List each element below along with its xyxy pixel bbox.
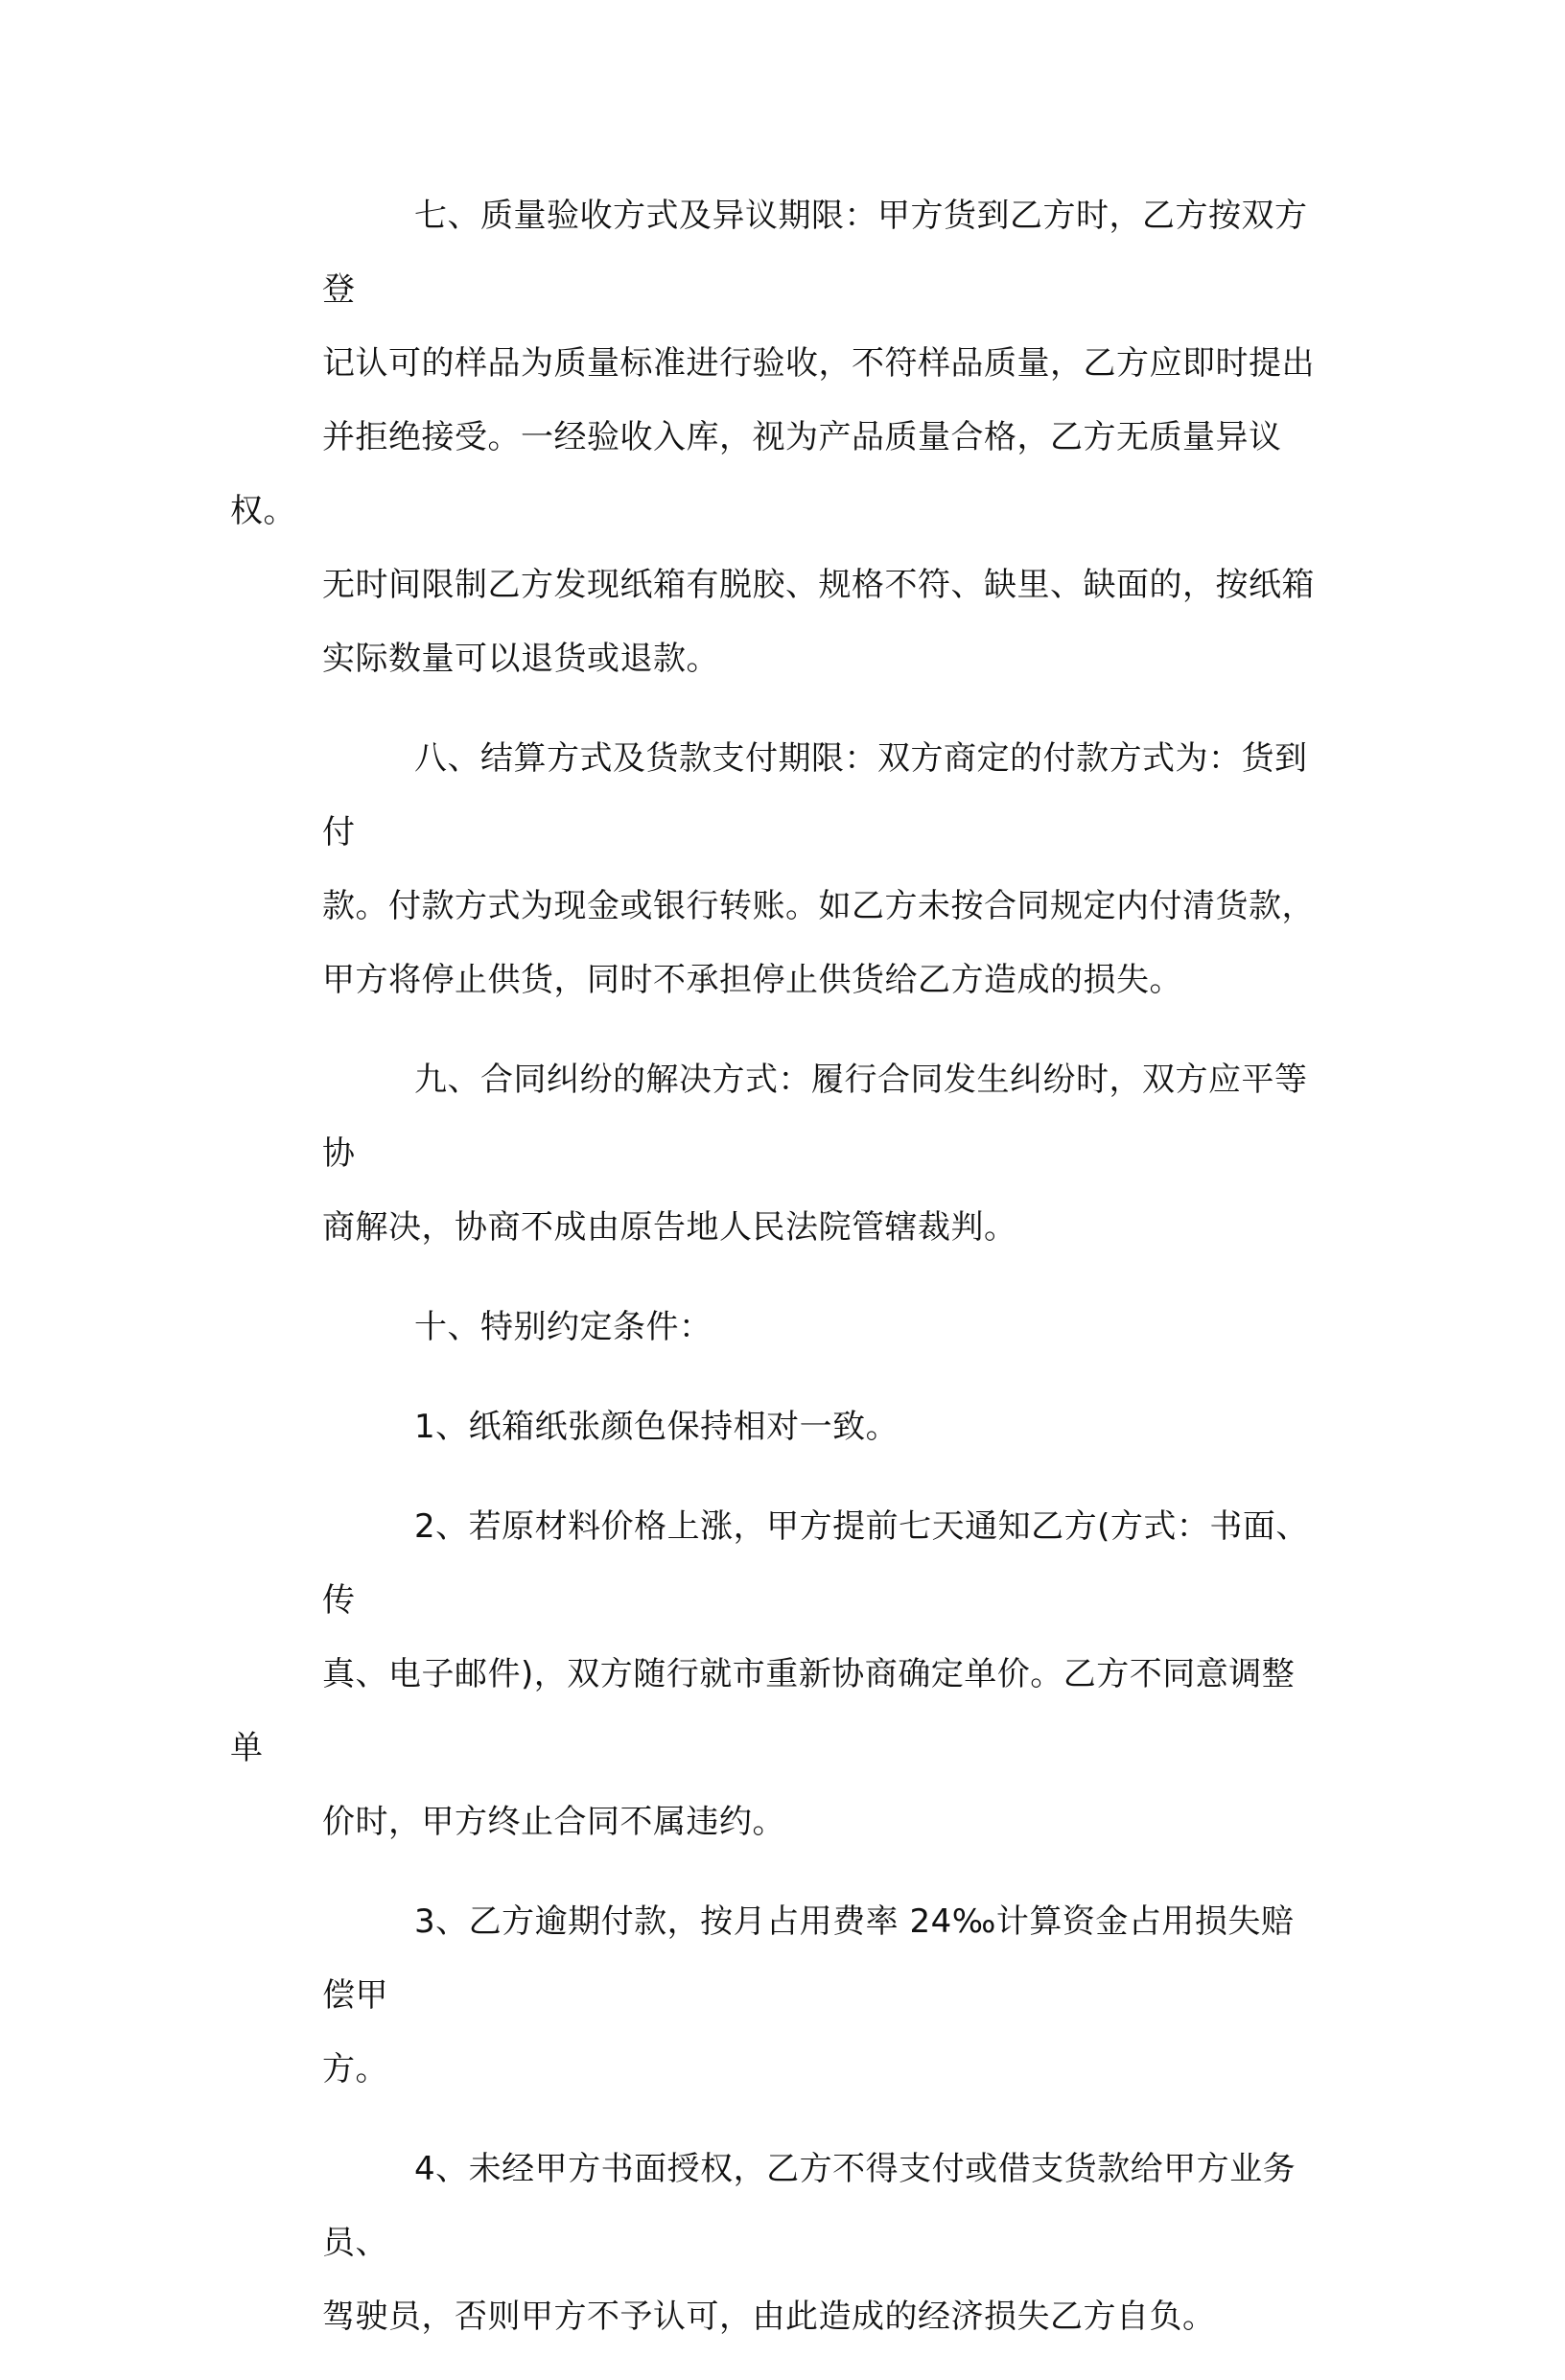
text-line: 驾驶员，否则甲方不予认可，由此造成的经济损失乙方自负。 xyxy=(322,2298,1216,2336)
clause-8-paragraph xyxy=(230,722,1319,1017)
document-body xyxy=(230,179,1319,2380)
text-line: 九、合同纠纷的解决方式：履行合同发生纠纷时，双方应平等协 xyxy=(322,1061,1308,1173)
text-line: 价时，甲方终止合同不属违约。 xyxy=(322,1803,785,1841)
clause-9-paragraph xyxy=(230,1043,1319,1265)
text-line: 记认可的样品为质量标准进行验收，不符样品质量，乙方应即时提出 xyxy=(322,344,1315,383)
special-term-2 xyxy=(230,1490,1319,1859)
text-line: 4、未经甲方书面授权，乙方不得支付或借支货款给甲方业务员、 xyxy=(322,2150,1296,2262)
text-line: 十、特别约定条件： xyxy=(414,1308,712,1346)
text-line: 实际数量可以退货或退款。 xyxy=(322,640,719,678)
clause-7-paragraph xyxy=(230,179,1319,696)
text-line: 款。付款方式为现金或银行转账。如乙方未按合同规定内付清货款， xyxy=(322,887,1315,925)
text-line: 无时间限制乙方发现纸箱有脱胶、规格不符、缺里、缺面的，按纸箱 xyxy=(322,566,1315,604)
text-line: 八、结算方式及货款支付期限：双方商定的付款方式为：货到付 xyxy=(322,739,1308,852)
clause-10-heading xyxy=(230,1291,1319,1365)
text-line: 并拒绝接受。一经验收入库，视为产品质量合格，乙方无质量异议权。 xyxy=(230,418,1282,530)
text-line: 1、纸箱纸张颜色保持相对一致。 xyxy=(414,1408,899,1446)
text-line: 方。 xyxy=(322,2050,388,2088)
special-term-3 xyxy=(230,1885,1319,2107)
text-line: 2、若原材料价格上涨，甲方提前七天通知乙方(方式：书面、传 xyxy=(322,1507,1309,1620)
text-line: 3、乙方逾期付款，按月占用费率 24‰计算资金占用损失赔偿甲 xyxy=(322,1902,1295,2015)
special-term-1 xyxy=(230,1390,1319,1464)
text-line: 甲方将停止供货，同时不承担停止供货给乙方造成的损失。 xyxy=(322,961,1182,999)
text-line: 七、质量验收方式及异议期限：甲方货到乙方时，乙方按双方登 xyxy=(322,197,1308,309)
text-line: 商解决，协商不成由原告地人民法院管辖裁判。 xyxy=(322,1208,1017,1247)
special-term-4 xyxy=(230,2133,1319,2354)
text-line: 真、电子邮件)，双方随行就市重新协商确定单价。乙方不同意调整单 xyxy=(230,1655,1296,1767)
